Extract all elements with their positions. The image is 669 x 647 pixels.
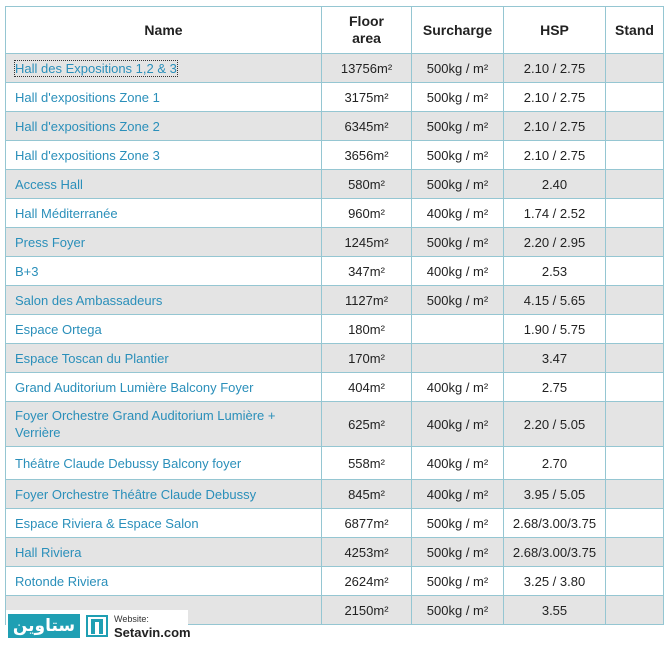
- stand-cell: [606, 373, 664, 402]
- stand-cell: [606, 83, 664, 112]
- table-row: [6, 373, 664, 402]
- header-name: Name: [6, 7, 322, 54]
- stand-cell: [606, 54, 664, 83]
- venue-link[interactable]: Espace Riviera & Espace Salon: [15, 515, 199, 531]
- hsp-cell: 2.20 / 2.95: [504, 228, 606, 257]
- floor-area-cell: 170m²: [322, 344, 412, 373]
- surcharge-cell: 500kg / m²: [412, 54, 504, 83]
- venue-name-cell: [6, 480, 322, 509]
- floor-area-cell: 13756m²: [322, 54, 412, 83]
- hsp-cell: 2.10 / 2.75: [504, 83, 606, 112]
- table-row: [6, 402, 664, 447]
- setavin-logo-icon: [86, 615, 108, 637]
- hsp-cell: 1.90 / 5.75: [504, 315, 606, 344]
- table-row: [6, 112, 664, 141]
- surcharge-cell: 400kg / m²: [412, 447, 504, 480]
- venue-link[interactable]: Rotonde Riviera: [15, 573, 109, 589]
- header-surcharge: Surcharge: [412, 7, 504, 54]
- floor-area-cell: 404m²: [322, 373, 412, 402]
- venue-name-cell: [6, 315, 322, 344]
- venue-name-cell: [6, 141, 322, 170]
- stand-cell: [606, 228, 664, 257]
- header-floor-area-line1: Floor: [349, 13, 384, 29]
- hsp-cell: 2.20 / 5.05: [504, 402, 606, 447]
- table-row: [6, 54, 664, 83]
- setavin-watermark: [6, 610, 191, 642]
- surcharge-cell: 400kg / m²: [412, 199, 504, 228]
- stand-cell: [606, 286, 664, 315]
- venue-name-cell: [6, 402, 322, 447]
- venue-link[interactable]: Foyer Orchestre Grand Auditorium Lumière + Verrière: [15, 408, 276, 440]
- venue-name-cell: [6, 170, 322, 199]
- surcharge-cell: [412, 315, 504, 344]
- header-floor-area-line2: area: [352, 30, 381, 46]
- venue-name-cell: [6, 112, 322, 141]
- watermark-website-label: Website:: [114, 614, 149, 624]
- venue-name-cell: [6, 373, 322, 402]
- surcharge-cell: 500kg / m²: [412, 170, 504, 199]
- stand-cell: [606, 447, 664, 480]
- surcharge-cell: [412, 344, 504, 373]
- table-row: [6, 567, 664, 596]
- surcharge-cell: 500kg / m²: [412, 567, 504, 596]
- table-row: [6, 170, 664, 199]
- floor-area-cell: 960m²: [322, 199, 412, 228]
- hsp-cell: 2.68/3.00/3.75: [504, 538, 606, 567]
- table-row: [6, 315, 664, 344]
- venue-specs-table: [5, 6, 664, 625]
- hsp-cell: 2.10 / 2.75: [504, 141, 606, 170]
- venue-name-cell: [6, 257, 322, 286]
- hsp-cell: 2.40: [504, 170, 606, 199]
- table-row: [6, 199, 664, 228]
- venue-name-cell: [6, 538, 322, 567]
- venue-link[interactable]: Hall d'expositions Zone 1: [15, 89, 160, 105]
- surcharge-cell: 500kg / m²: [412, 538, 504, 567]
- venue-link[interactable]: Hall d'expositions Zone 2: [15, 118, 160, 134]
- venue-link[interactable]: Press Foyer: [15, 234, 86, 250]
- table-row: [6, 344, 664, 373]
- venue-link[interactable]: Espace Ortega: [15, 321, 102, 337]
- stand-cell: [606, 112, 664, 141]
- venue-link[interactable]: Foyer Orchestre Théâtre Claude Debussy: [15, 486, 257, 502]
- hsp-cell: 3.25 / 3.80: [504, 567, 606, 596]
- venue-link[interactable]: Théâtre Claude Debussy Balcony foyer: [15, 455, 242, 471]
- venue-link[interactable]: B+3: [15, 263, 39, 279]
- surcharge-cell: 400kg / m²: [412, 402, 504, 447]
- hsp-cell: 2.70: [504, 447, 606, 480]
- venue-link[interactable]: Espace Toscan du Plantier: [15, 350, 169, 366]
- venue-link[interactable]: Hall Riviera: [15, 544, 82, 560]
- floor-area-cell: 558m²: [322, 447, 412, 480]
- surcharge-cell: 500kg / m²: [412, 112, 504, 141]
- surcharge-cell: 500kg / m²: [412, 228, 504, 257]
- venue-name-cell: [6, 228, 322, 257]
- surcharge-cell: 400kg / m²: [412, 373, 504, 402]
- floor-area-cell: 6345m²: [322, 112, 412, 141]
- table-row: [6, 509, 664, 538]
- surcharge-cell: 500kg / m²: [412, 83, 504, 112]
- venue-name-cell: [6, 54, 322, 83]
- hsp-cell: 2.68/3.00/3.75: [504, 509, 606, 538]
- table-row: [6, 447, 664, 480]
- floor-area-cell: 4253m²: [322, 538, 412, 567]
- floor-area-cell: 845m²: [322, 480, 412, 509]
- header-floor-area: [322, 7, 412, 54]
- stand-cell: [606, 480, 664, 509]
- venue-link[interactable]: Hall d'expositions Zone 3: [15, 147, 160, 163]
- venue-link[interactable]: Hall des Expositions 1,2 & 3: [15, 60, 177, 76]
- table-header-row: [6, 7, 664, 54]
- stand-cell: [606, 596, 664, 625]
- hsp-cell: 2.75: [504, 373, 606, 402]
- header-stand: Stand: [606, 7, 664, 54]
- stand-cell: [606, 402, 664, 447]
- hsp-cell: 3.95 / 5.05: [504, 480, 606, 509]
- stand-cell: [606, 538, 664, 567]
- surcharge-cell: 400kg / m²: [412, 480, 504, 509]
- table-row: [6, 257, 664, 286]
- venue-name-cell: [6, 344, 322, 373]
- venue-name-cell: [6, 199, 322, 228]
- hsp-cell: 2.10 / 2.75: [504, 112, 606, 141]
- surcharge-cell: 500kg / m²: [412, 141, 504, 170]
- table-row: [6, 286, 664, 315]
- stand-cell: [606, 567, 664, 596]
- hsp-cell: 4.15 / 5.65: [504, 286, 606, 315]
- table-row: [6, 480, 664, 509]
- stand-cell: [606, 257, 664, 286]
- floor-area-cell: 2624m²: [322, 567, 412, 596]
- surcharge-cell: 400kg / m²: [412, 257, 504, 286]
- venue-name-cell: [6, 83, 322, 112]
- hsp-cell: 1.74 / 2.52: [504, 199, 606, 228]
- floor-area-cell: 1245m²: [322, 228, 412, 257]
- table-row: [6, 141, 664, 170]
- surcharge-cell: 500kg / m²: [412, 286, 504, 315]
- floor-area-cell: 347m²: [322, 257, 412, 286]
- venue-link[interactable]: Access Hall: [15, 176, 83, 192]
- venue-name-cell: [6, 567, 322, 596]
- watermark-website-url: Setavin.com: [114, 625, 191, 640]
- surcharge-cell: 500kg / m²: [412, 596, 504, 625]
- watermark-arabic-badge: ستاوین: [8, 614, 80, 638]
- stand-cell: [606, 141, 664, 170]
- header-hsp: HSP: [504, 7, 606, 54]
- venue-link[interactable]: Grand Auditorium Lumière Balcony Foyer: [15, 379, 254, 395]
- floor-area-cell: 3656m²: [322, 141, 412, 170]
- stand-cell: [606, 344, 664, 373]
- floor-area-cell: 625m²: [322, 402, 412, 447]
- floor-area-cell: 1127m²: [322, 286, 412, 315]
- table-row: [6, 83, 664, 112]
- venue-link[interactable]: Hall Méditerranée: [15, 205, 118, 221]
- surcharge-cell: 500kg / m²: [412, 509, 504, 538]
- floor-area-cell: 580m²: [322, 170, 412, 199]
- table-row: [6, 538, 664, 567]
- stand-cell: [606, 315, 664, 344]
- floor-area-cell: 180m²: [322, 315, 412, 344]
- hsp-cell: 3.55: [504, 596, 606, 625]
- table-row: [6, 228, 664, 257]
- venue-name-cell: [6, 286, 322, 315]
- stand-cell: [606, 509, 664, 538]
- hsp-cell: 2.10 / 2.75: [504, 54, 606, 83]
- stand-cell: [606, 170, 664, 199]
- stand-cell: [606, 199, 664, 228]
- floor-area-cell: 2150m²: [322, 596, 412, 625]
- venue-link[interactable]: Salon des Ambassadeurs: [15, 292, 163, 308]
- venue-name-cell: [6, 447, 322, 480]
- floor-area-cell: 6877m²: [322, 509, 412, 538]
- hsp-cell: 2.53: [504, 257, 606, 286]
- hsp-cell: 3.47: [504, 344, 606, 373]
- floor-area-cell: 3175m²: [322, 83, 412, 112]
- venue-name-cell: [6, 509, 322, 538]
